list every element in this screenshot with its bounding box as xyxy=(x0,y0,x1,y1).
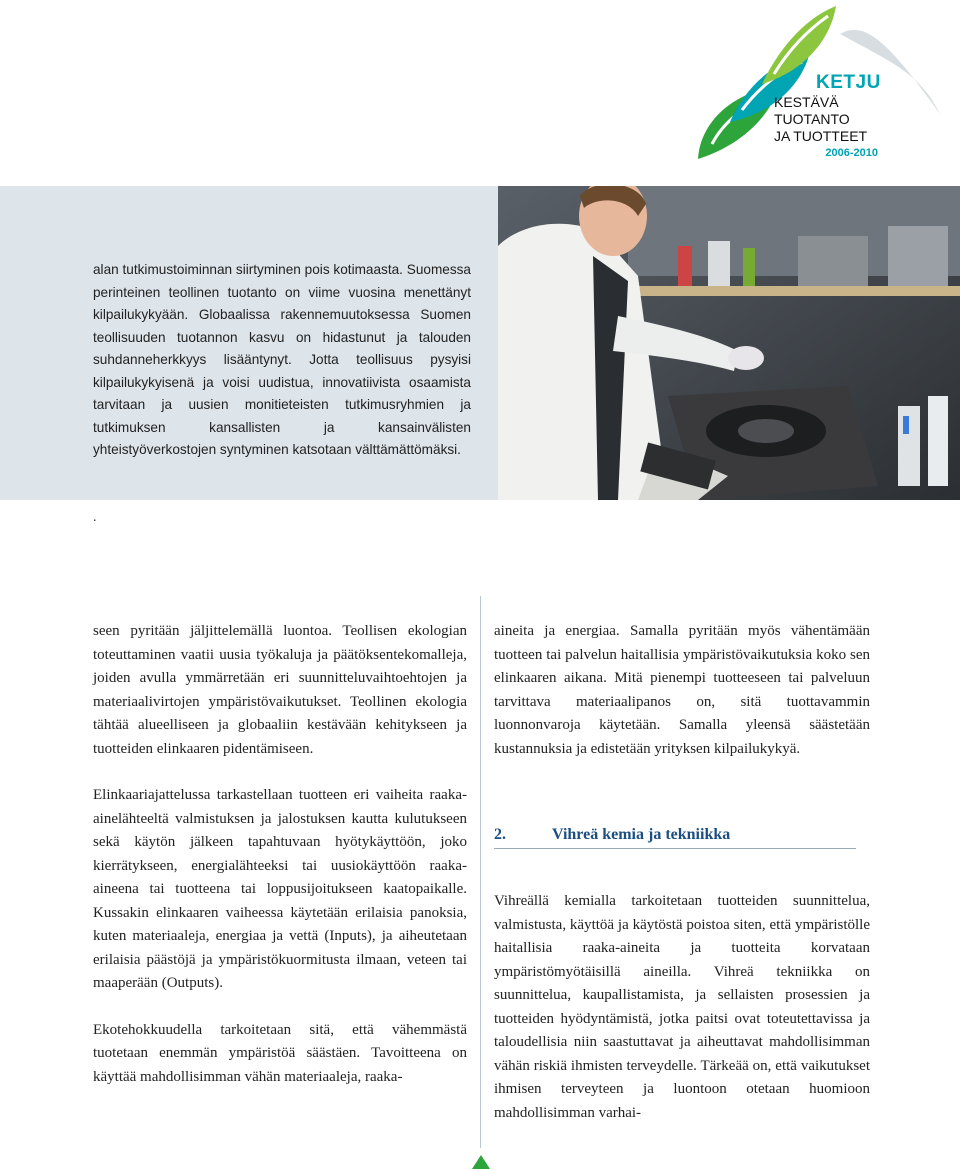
scientist-centrifuge-image xyxy=(498,186,960,500)
section-number: 2. xyxy=(494,826,506,843)
logo-line-1: KESTÄVÄ xyxy=(774,94,839,110)
intro-text: alan tutkimustoiminnan siirtyminen pois kotimaasta. Suomessa perinteinen teollinen tuotanto on viime vuosina menettänyt kilpailukykyään. Globaalissa rakennemuutoksessa Suomen teollisuuden tuotannon kasvu on hidastunut ja talouden suhdanneherkkyys lisääntynyt. Jotta teollisuus pysyisi kilpailukykyisenä ja voisi uudistua, innovatiivista osaamista tarvitaan ja uusien monitieteisten tutkimusryhmien ja tutkimuksen kansallisten ja kansainvälisten yhteistyöverkostojen syntyminen katsotaan välttämättömäksi. xyxy=(93,262,471,457)
logo-brand: KETJU xyxy=(816,72,881,93)
ketju-logo xyxy=(690,4,960,174)
lab-photo xyxy=(498,186,960,500)
left-paragraph-1: seen pyritään jäljittelemällä luontoa. Teollisen ekologian toteuttaminen vaatii uusia työkaluja ja päätöksentekomalleja, joiden avulla ymmärretään eri suunnitteluvaihtoehtojen ja materiaalivirtojen ympäristövaikutukset. Teollinen ekologia tähtää alueelliseen ja globaaliin kestävään kehitykseen ja tuotteiden elinkaaren pidentämiseen. xyxy=(93,623,467,757)
logo-line-2: TUOTANTO xyxy=(774,111,850,127)
logo-years: 2006-2010 xyxy=(825,147,878,159)
section-heading xyxy=(494,826,856,849)
right-column-lower xyxy=(494,890,870,1148)
left-paragraph-2: Elinkaariajattelussa tarkastellaan tuotteen eri vaiheita raaka-ainelähteeltä valmistuksen ja jalostuksen kautta kulutukseen sekä käytön jälkeen tapahtuvaan hyötykäyttöön, joko kierrätykseen, energialähteeksi tai uusiokäyttöön raaka-aineena tai tuotteena tai loppusijoitukseen kaatopaikalle. Kussakin elinkaaren vaiheessa käytetään erilaisia panoksia, kuten materiaaleja, energiaa ja vettä (Inputs), ja aiheutetaan erilaisia päästöjä ja ympäristökuormitusta ilmaan, veteen tai maaperään (Outputs). xyxy=(93,787,467,991)
left-column xyxy=(93,620,467,1112)
column-divider xyxy=(480,596,481,1148)
left-paragraph-3: Ekotehokkuudella tarkoitetaan sitä, että vähemmästä tuotetaan enemmän ympäristöä säästäen. Tavoitteena on käyttää mahdollisimman vähän materiaaleja, raaka- xyxy=(93,1021,467,1085)
separator-dot: . xyxy=(93,510,97,525)
right-paragraph-1: aineita ja energiaa. Samalla pyritään myös vähentämään tuotteen tai palvelun haitallisia ympäristövaikutuksia koko sen elinkaaren aikana. Mitä pienempi tuotteeseen tai palveluun tarvittava materiaalipanos on, sitä tuottavammin luonnonvaroja käytetään. Samalla yleensä säästetään kustannuksia ja edistetään yrityksen kilpailukykyä. xyxy=(494,623,870,757)
right-paragraph-2: Vihreällä kemialla tarkoitetaan tuotteiden suunnittelua, valmistusta, käyttöä ja käytöstä poistoa siten, että ympäristölle haitallisia raaka-aineita ja tuotteita korvataan ympäristömyötäisillä aineilla. Vihreä tekniikka on suunnittelua, kaupallistamista, ja sellaisten prosessien ja tuotteiden hyödyntämistä, jotka paitsi ovat toteutettavissa ja taloudellisia niin saastuttavat ja aiheuttavat mahdollisimman vähän riskiä ihmisten terveydelle. Tärkeää on, että vaikutukset ihmisen terveyteen ja luontoon otetaan huomioon mahdollisimman varhai- xyxy=(494,893,870,1121)
right-column xyxy=(494,620,870,784)
page-marker-triangle-icon xyxy=(472,1155,490,1169)
logo-line-3: JA TUOTTEET xyxy=(774,128,868,144)
section-title: Vihreä kemia ja tekniikka xyxy=(552,826,731,843)
